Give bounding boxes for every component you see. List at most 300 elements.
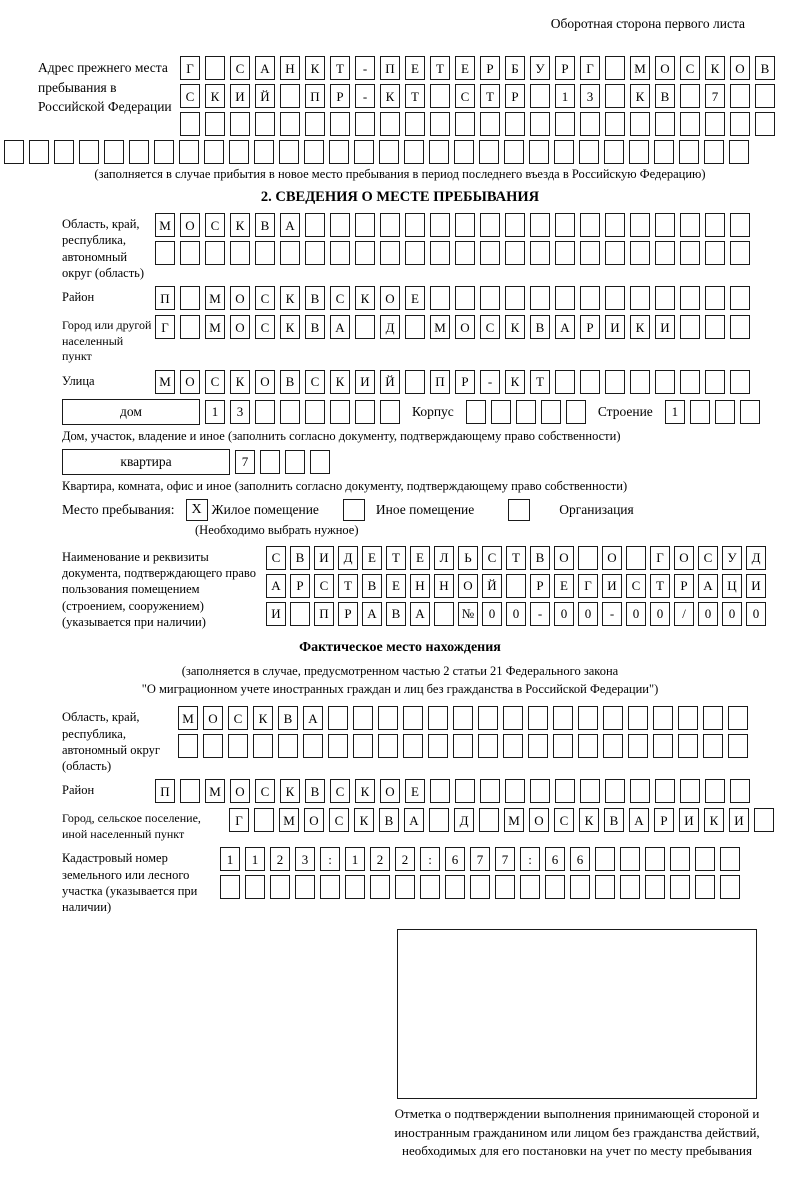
char-cell[interactable]	[603, 734, 623, 758]
char-cell[interactable]: С	[205, 370, 225, 394]
char-cell[interactable]: С	[314, 574, 334, 598]
char-cell[interactable]	[480, 241, 500, 265]
char-cell[interactable]	[255, 241, 275, 265]
char-cell[interactable]	[405, 112, 425, 136]
char-cell[interactable]	[453, 706, 473, 730]
char-cell[interactable]: С	[698, 546, 718, 570]
char-cell[interactable]: Й	[482, 574, 502, 598]
char-cell[interactable]: Р	[505, 84, 525, 108]
char-cell[interactable]	[555, 112, 575, 136]
char-cell[interactable]	[580, 112, 600, 136]
char-cell[interactable]: 1	[220, 847, 240, 871]
char-cell[interactable]	[179, 140, 199, 164]
char-cell[interactable]: И	[746, 574, 766, 598]
char-cell[interactable]	[455, 779, 475, 803]
char-cell[interactable]: С	[330, 286, 350, 310]
char-cell[interactable]: А	[555, 315, 575, 339]
char-cell[interactable]	[530, 779, 550, 803]
char-cell[interactable]: 0	[722, 602, 742, 626]
char-cell[interactable]	[595, 875, 615, 899]
char-cell[interactable]	[491, 400, 511, 424]
char-cell[interactable]	[280, 112, 300, 136]
char-cell[interactable]: В	[386, 602, 406, 626]
char-cell[interactable]	[255, 112, 275, 136]
char-cell[interactable]	[678, 706, 698, 730]
char-cell[interactable]	[670, 847, 690, 871]
char-cell[interactable]: В	[655, 84, 675, 108]
char-cell[interactable]: П	[314, 602, 334, 626]
char-cell[interactable]: С	[230, 56, 250, 80]
char-cell[interactable]	[180, 286, 200, 310]
char-cell[interactable]	[329, 140, 349, 164]
char-cell[interactable]	[405, 315, 425, 339]
char-cell[interactable]: К	[579, 808, 599, 832]
char-cell[interactable]: О	[455, 315, 475, 339]
char-cell[interactable]	[605, 213, 625, 237]
char-cell[interactable]	[603, 706, 623, 730]
char-cell[interactable]: С	[455, 84, 475, 108]
char-cell[interactable]	[305, 400, 325, 424]
char-cell[interactable]	[455, 112, 475, 136]
char-cell[interactable]: Р	[530, 574, 550, 598]
char-cell[interactable]	[310, 450, 330, 474]
char-cell[interactable]	[4, 140, 24, 164]
char-cell[interactable]: И	[729, 808, 749, 832]
char-cell[interactable]	[655, 112, 675, 136]
char-cell[interactable]	[254, 808, 274, 832]
char-cell[interactable]	[695, 875, 715, 899]
char-cell[interactable]	[278, 734, 298, 758]
char-cell[interactable]: А	[362, 602, 382, 626]
char-cell[interactable]	[505, 779, 525, 803]
char-cell[interactable]: Е	[405, 286, 425, 310]
char-cell[interactable]: 6	[570, 847, 590, 871]
char-cell[interactable]	[620, 847, 640, 871]
char-cell[interactable]: С	[305, 370, 325, 394]
char-cell[interactable]: А	[255, 56, 275, 80]
char-cell[interactable]	[605, 370, 625, 394]
char-cell[interactable]	[405, 370, 425, 394]
char-cell[interactable]: 1	[245, 847, 265, 871]
char-cell[interactable]: Е	[362, 546, 382, 570]
char-cell[interactable]	[478, 706, 498, 730]
char-cell[interactable]: Н	[434, 574, 454, 598]
char-cell[interactable]: 1	[555, 84, 575, 108]
char-cell[interactable]: К	[355, 779, 375, 803]
char-cell[interactable]	[505, 286, 525, 310]
char-cell[interactable]	[530, 241, 550, 265]
char-cell[interactable]: В	[305, 286, 325, 310]
char-cell[interactable]	[653, 734, 673, 758]
char-cell[interactable]	[605, 286, 625, 310]
char-cell[interactable]	[730, 315, 750, 339]
char-cell[interactable]	[430, 779, 450, 803]
char-cell[interactable]: П	[430, 370, 450, 394]
char-cell[interactable]	[630, 112, 650, 136]
char-cell[interactable]	[655, 241, 675, 265]
char-cell[interactable]	[630, 779, 650, 803]
char-cell[interactable]	[629, 140, 649, 164]
char-cell[interactable]	[479, 140, 499, 164]
char-cell[interactable]	[205, 241, 225, 265]
char-cell[interactable]	[580, 779, 600, 803]
char-cell[interactable]	[478, 734, 498, 758]
char-cell[interactable]	[755, 84, 775, 108]
char-cell[interactable]: :	[320, 847, 340, 871]
char-cell[interactable]: :	[520, 847, 540, 871]
char-cell[interactable]	[541, 400, 561, 424]
char-cell[interactable]	[555, 779, 575, 803]
char-cell[interactable]: 0	[578, 602, 598, 626]
char-cell[interactable]	[205, 56, 225, 80]
char-cell[interactable]	[395, 875, 415, 899]
char-cell[interactable]	[279, 140, 299, 164]
char-cell[interactable]	[754, 808, 774, 832]
char-cell[interactable]	[295, 875, 315, 899]
char-cell[interactable]	[645, 847, 665, 871]
char-cell[interactable]: М	[205, 315, 225, 339]
char-cell[interactable]	[605, 241, 625, 265]
char-cell[interactable]: К	[380, 84, 400, 108]
char-cell[interactable]	[506, 574, 526, 598]
char-cell[interactable]: Н	[280, 56, 300, 80]
char-cell[interactable]: 0	[698, 602, 718, 626]
char-cell[interactable]	[605, 84, 625, 108]
char-cell[interactable]: А	[330, 315, 350, 339]
char-cell[interactable]	[380, 213, 400, 237]
char-cell[interactable]	[180, 241, 200, 265]
char-cell[interactable]: 0	[506, 602, 526, 626]
char-cell[interactable]: О	[230, 315, 250, 339]
char-cell[interactable]: 6	[445, 847, 465, 871]
char-cell[interactable]	[680, 286, 700, 310]
char-cell[interactable]	[504, 140, 524, 164]
char-cell[interactable]	[620, 875, 640, 899]
char-cell[interactable]	[655, 779, 675, 803]
char-cell[interactable]: С	[554, 808, 574, 832]
char-cell[interactable]	[728, 734, 748, 758]
char-cell[interactable]	[528, 706, 548, 730]
char-cell[interactable]: С	[480, 315, 500, 339]
char-cell[interactable]	[180, 779, 200, 803]
char-cell[interactable]: Е	[455, 56, 475, 80]
char-cell[interactable]	[715, 400, 735, 424]
char-cell[interactable]	[104, 140, 124, 164]
char-cell[interactable]: К	[630, 84, 650, 108]
char-cell[interactable]: 7	[470, 847, 490, 871]
char-cell[interactable]	[495, 875, 515, 899]
char-cell[interactable]: 1	[205, 400, 225, 424]
char-cell[interactable]: В	[290, 546, 310, 570]
char-cell[interactable]: С	[330, 779, 350, 803]
char-cell[interactable]	[755, 112, 775, 136]
char-cell[interactable]	[230, 112, 250, 136]
char-cell[interactable]	[528, 734, 548, 758]
char-cell[interactable]	[328, 706, 348, 730]
char-cell[interactable]: Л	[434, 546, 454, 570]
apartment-type-box[interactable]: квартира	[62, 449, 230, 475]
char-cell[interactable]	[280, 400, 300, 424]
char-cell[interactable]	[404, 140, 424, 164]
char-cell[interactable]	[580, 213, 600, 237]
char-cell[interactable]: К	[505, 370, 525, 394]
char-cell[interactable]: К	[705, 56, 725, 80]
char-cell[interactable]	[554, 140, 574, 164]
char-cell[interactable]	[428, 706, 448, 730]
char-cell[interactable]	[605, 56, 625, 80]
char-cell[interactable]	[703, 706, 723, 730]
char-cell[interactable]: В	[755, 56, 775, 80]
char-cell[interactable]: М	[155, 213, 175, 237]
char-cell[interactable]	[580, 370, 600, 394]
char-cell[interactable]	[205, 112, 225, 136]
char-cell[interactable]: Р	[654, 808, 674, 832]
char-cell[interactable]: И	[355, 370, 375, 394]
char-cell[interactable]	[455, 213, 475, 237]
char-cell[interactable]	[626, 546, 646, 570]
checkbox-organization[interactable]	[508, 499, 530, 521]
char-cell[interactable]: М	[155, 370, 175, 394]
char-cell[interactable]	[705, 286, 725, 310]
char-cell[interactable]: Т	[530, 370, 550, 394]
char-cell[interactable]: С	[680, 56, 700, 80]
char-cell[interactable]	[466, 400, 486, 424]
char-cell[interactable]	[430, 213, 450, 237]
char-cell[interactable]	[254, 140, 274, 164]
char-cell[interactable]	[655, 370, 675, 394]
char-cell[interactable]: Е	[405, 56, 425, 80]
char-cell[interactable]	[355, 400, 375, 424]
char-cell[interactable]: Е	[554, 574, 574, 598]
char-cell[interactable]: К	[280, 315, 300, 339]
char-cell[interactable]: Р	[480, 56, 500, 80]
char-cell[interactable]: А	[410, 602, 430, 626]
char-cell[interactable]: К	[280, 286, 300, 310]
char-cell[interactable]: 0	[650, 602, 670, 626]
house-type-box[interactable]: дом	[62, 399, 200, 425]
char-cell[interactable]	[353, 734, 373, 758]
char-cell[interactable]: М	[205, 286, 225, 310]
char-cell[interactable]: К	[230, 213, 250, 237]
char-cell[interactable]	[129, 140, 149, 164]
char-cell[interactable]: Д	[338, 546, 358, 570]
char-cell[interactable]: 6	[545, 847, 565, 871]
char-cell[interactable]: В	[530, 546, 550, 570]
char-cell[interactable]	[480, 112, 500, 136]
char-cell[interactable]	[380, 400, 400, 424]
char-cell[interactable]	[654, 140, 674, 164]
char-cell[interactable]	[730, 370, 750, 394]
char-cell[interactable]	[480, 286, 500, 310]
char-cell[interactable]: М	[630, 56, 650, 80]
char-cell[interactable]: Т	[330, 56, 350, 80]
char-cell[interactable]	[270, 875, 290, 899]
char-cell[interactable]	[740, 400, 760, 424]
char-cell[interactable]: Е	[386, 574, 406, 598]
char-cell[interactable]	[530, 286, 550, 310]
char-cell[interactable]: А	[280, 213, 300, 237]
char-cell[interactable]	[328, 734, 348, 758]
char-cell[interactable]: Т	[650, 574, 670, 598]
char-cell[interactable]: О	[180, 213, 200, 237]
char-cell[interactable]	[628, 706, 648, 730]
char-cell[interactable]: В	[530, 315, 550, 339]
char-cell[interactable]	[355, 241, 375, 265]
char-cell[interactable]	[705, 370, 725, 394]
char-cell[interactable]	[304, 140, 324, 164]
char-cell[interactable]	[630, 370, 650, 394]
char-cell[interactable]	[595, 847, 615, 871]
char-cell[interactable]: Б	[505, 56, 525, 80]
char-cell[interactable]: К	[230, 370, 250, 394]
char-cell[interactable]	[680, 241, 700, 265]
char-cell[interactable]	[454, 140, 474, 164]
char-cell[interactable]	[320, 875, 340, 899]
char-cell[interactable]	[355, 213, 375, 237]
char-cell[interactable]: О	[458, 574, 478, 598]
char-cell[interactable]	[479, 808, 499, 832]
char-cell[interactable]: Т	[480, 84, 500, 108]
char-cell[interactable]: 7	[495, 847, 515, 871]
char-cell[interactable]: 2	[395, 847, 415, 871]
char-cell[interactable]: В	[280, 370, 300, 394]
char-cell[interactable]: И	[602, 574, 622, 598]
char-cell[interactable]	[470, 875, 490, 899]
char-cell[interactable]	[203, 734, 223, 758]
char-cell[interactable]	[579, 140, 599, 164]
char-cell[interactable]	[430, 112, 450, 136]
char-cell[interactable]: Ц	[722, 574, 742, 598]
char-cell[interactable]	[355, 315, 375, 339]
char-cell[interactable]	[480, 779, 500, 803]
char-cell[interactable]	[680, 370, 700, 394]
char-cell[interactable]	[380, 112, 400, 136]
char-cell[interactable]: О	[230, 779, 250, 803]
char-cell[interactable]	[730, 779, 750, 803]
char-cell[interactable]: -	[530, 602, 550, 626]
char-cell[interactable]: П	[305, 84, 325, 108]
char-cell[interactable]	[280, 84, 300, 108]
char-cell[interactable]: С	[255, 315, 275, 339]
char-cell[interactable]	[305, 213, 325, 237]
char-cell[interactable]	[630, 213, 650, 237]
char-cell[interactable]: В	[604, 808, 624, 832]
char-cell[interactable]: 0	[482, 602, 502, 626]
char-cell[interactable]: -	[355, 56, 375, 80]
char-cell[interactable]: 3	[295, 847, 315, 871]
char-cell[interactable]	[705, 315, 725, 339]
char-cell[interactable]	[704, 140, 724, 164]
char-cell[interactable]: И	[655, 315, 675, 339]
char-cell[interactable]	[420, 875, 440, 899]
char-cell[interactable]	[578, 546, 598, 570]
char-cell[interactable]	[280, 241, 300, 265]
checkbox-residential[interactable]: X	[186, 499, 208, 521]
char-cell[interactable]	[79, 140, 99, 164]
char-cell[interactable]	[580, 241, 600, 265]
char-cell[interactable]: 2	[270, 847, 290, 871]
char-cell[interactable]	[353, 706, 373, 730]
char-cell[interactable]: К	[253, 706, 273, 730]
char-cell[interactable]	[555, 286, 575, 310]
char-cell[interactable]: -	[602, 602, 622, 626]
char-cell[interactable]	[703, 734, 723, 758]
char-cell[interactable]: 7	[705, 84, 725, 108]
char-cell[interactable]: С	[180, 84, 200, 108]
char-cell[interactable]: Г	[180, 56, 200, 80]
char-cell[interactable]	[655, 213, 675, 237]
char-cell[interactable]	[503, 734, 523, 758]
char-cell[interactable]: М	[279, 808, 299, 832]
char-cell[interactable]: 1	[665, 400, 685, 424]
char-cell[interactable]	[154, 140, 174, 164]
char-cell[interactable]	[330, 213, 350, 237]
char-cell[interactable]: В	[379, 808, 399, 832]
char-cell[interactable]	[655, 286, 675, 310]
char-cell[interactable]: К	[280, 779, 300, 803]
char-cell[interactable]	[428, 734, 448, 758]
char-cell[interactable]: 0	[746, 602, 766, 626]
char-cell[interactable]: -	[355, 84, 375, 108]
char-cell[interactable]	[729, 140, 749, 164]
char-cell[interactable]	[180, 315, 200, 339]
char-cell[interactable]: Н	[410, 574, 430, 598]
char-cell[interactable]: /	[674, 602, 694, 626]
char-cell[interactable]	[260, 450, 280, 474]
char-cell[interactable]	[380, 241, 400, 265]
char-cell[interactable]	[305, 241, 325, 265]
char-cell[interactable]: 3	[230, 400, 250, 424]
char-cell[interactable]	[180, 112, 200, 136]
char-cell[interactable]: К	[505, 315, 525, 339]
char-cell[interactable]: В	[255, 213, 275, 237]
char-cell[interactable]: К	[354, 808, 374, 832]
char-cell[interactable]	[429, 140, 449, 164]
char-cell[interactable]: В	[362, 574, 382, 598]
char-cell[interactable]: 0	[554, 602, 574, 626]
char-cell[interactable]: И	[605, 315, 625, 339]
char-cell[interactable]: К	[330, 370, 350, 394]
char-cell[interactable]: У	[530, 56, 550, 80]
char-cell[interactable]	[680, 779, 700, 803]
char-cell[interactable]	[330, 112, 350, 136]
char-cell[interactable]	[330, 241, 350, 265]
char-cell[interactable]: К	[355, 286, 375, 310]
char-cell[interactable]: И	[679, 808, 699, 832]
char-cell[interactable]	[580, 286, 600, 310]
char-cell[interactable]: С	[482, 546, 502, 570]
char-cell[interactable]	[570, 875, 590, 899]
char-cell[interactable]	[285, 450, 305, 474]
char-cell[interactable]	[379, 140, 399, 164]
char-cell[interactable]: 3	[580, 84, 600, 108]
char-cell[interactable]	[445, 875, 465, 899]
char-cell[interactable]	[695, 847, 715, 871]
char-cell[interactable]	[680, 112, 700, 136]
char-cell[interactable]	[680, 315, 700, 339]
char-cell[interactable]: Т	[506, 546, 526, 570]
char-cell[interactable]	[228, 734, 248, 758]
char-cell[interactable]: Д	[454, 808, 474, 832]
char-cell[interactable]	[303, 734, 323, 758]
char-cell[interactable]	[345, 875, 365, 899]
char-cell[interactable]	[555, 241, 575, 265]
char-cell[interactable]: С	[266, 546, 286, 570]
char-cell[interactable]	[305, 112, 325, 136]
char-cell[interactable]: К	[704, 808, 724, 832]
char-cell[interactable]: Т	[386, 546, 406, 570]
char-cell[interactable]: Е	[405, 779, 425, 803]
